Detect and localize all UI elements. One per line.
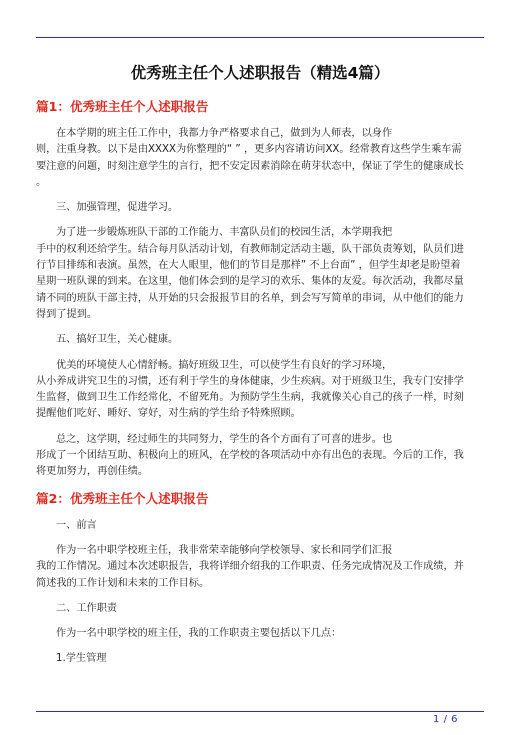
text-line: 从小养成讲究卫生的习惯，还有利于学生的身体健康，少生疾病。对于班级卫生，我专门安排学 bbox=[36, 375, 464, 387]
text-line: 请不同的班队干部主持，从开始的只会报报节目的名单，到会写写简单的串词，从中他们的能力 bbox=[36, 292, 464, 304]
text-line: 作为一名中职学校班主任，我非常荣幸能够向学校领导、家长和同学们汇报 bbox=[56, 544, 393, 556]
paragraph bbox=[36, 601, 484, 617]
subheading: 1.学生管理 bbox=[56, 653, 107, 665]
subheading: 三、加强管理，促进学习。 bbox=[56, 202, 179, 214]
text-line: 总之，这学期，经过师生的共同努力，学生的各个方面有了可喜的进步。也 bbox=[56, 433, 393, 445]
text-line: 提醒他们吃好、睡好、穿好，对生病的学生给予特殊照顾。 bbox=[36, 408, 301, 420]
text-line: 生监督，做到卫生工作经常化，不留死角。为预防学生生病，我就像关心自己的孩子一样，时刻 bbox=[36, 392, 464, 404]
text-line: 手中的权利还给学生。结合每月队活动计划，有教师制定活动主题，队干部负责筹划，队员们进 bbox=[36, 243, 464, 255]
paragraph bbox=[36, 518, 484, 534]
text-line: 作为一名中职学校的班主任，我的工作职责主要包括以下几点： bbox=[56, 628, 342, 640]
document-title: 优秀班主任个人述职报告（精选4篇） bbox=[130, 64, 390, 82]
subheading: 二、工作职责 bbox=[56, 602, 118, 614]
text-line: 在本学期的班主任工作中，我都力争严格要求自己，做到为人师表，以身作 bbox=[56, 128, 393, 139]
paragraph bbox=[36, 126, 484, 191]
subheading: 五、搞好卫生，关心健康。 bbox=[56, 334, 179, 346]
text-line: 将更加努力，再创佳绩。 bbox=[36, 466, 149, 478]
text-line: 则，注重身教。以下是由XXXX为你整理的“ ” ，更多内容请访问XX。经常教育这些学生乘车需 bbox=[36, 144, 462, 156]
document-body bbox=[36, 62, 484, 677]
text-line: 为了进一步锻炼班队干部的工作能力、丰富队员们的校园生活，本学期我把 bbox=[56, 227, 393, 239]
text-line: 得到了提到。 bbox=[36, 308, 98, 320]
text-line: 简述我的工作计划和未来的工作目标。 bbox=[36, 577, 210, 589]
paragraph bbox=[36, 626, 484, 642]
text-line: 形成了一个团结互助、积极向上的班风，在学校的各项活动中亦有出色的表现。今后的工作，我 bbox=[36, 450, 464, 462]
paragraph bbox=[36, 432, 484, 481]
header-rule bbox=[36, 37, 484, 38]
text-line: 。 bbox=[36, 176, 47, 188]
section-heading-1: 篇1：优秀班主任个人述职报告 bbox=[36, 99, 209, 114]
text-line: 星期一班队课的到来。在这里，他们体会到的是学习的欢乐、集体的友爱。每次活动，我都尽量 bbox=[36, 276, 464, 288]
text-line: 要注意的问题，时刻注意学生的言行，把不安定因素消除在萌芽状态中，保证了学生的健康成长 bbox=[36, 160, 464, 172]
section-heading-2: 篇2：优秀班主任个人述职报告 bbox=[36, 490, 209, 506]
footer-rule bbox=[36, 711, 484, 712]
paragraph bbox=[36, 200, 484, 216]
text-line: 行节目排练和表演。虽然，在大人眼里，他们的节目是那样” 不上台面” ，但学生却老是盼望着 bbox=[36, 260, 461, 272]
paragraph bbox=[36, 358, 484, 423]
page-number: 1 / 6 bbox=[433, 714, 458, 725]
paragraph bbox=[36, 543, 484, 592]
paragraph bbox=[36, 332, 484, 348]
paragraph bbox=[36, 651, 484, 667]
paragraph bbox=[36, 225, 484, 323]
text-line: 优美的环境使人心情舒畅。搞好班级卫生，可以使学生有良好的学习环境， bbox=[56, 359, 393, 371]
text-line: 我的工作情况。通过本次述职报告，我将详细介绍我的工作职责、任务完成情况及工作成绩，并 bbox=[36, 561, 464, 573]
subheading: 一、前言 bbox=[56, 519, 97, 531]
